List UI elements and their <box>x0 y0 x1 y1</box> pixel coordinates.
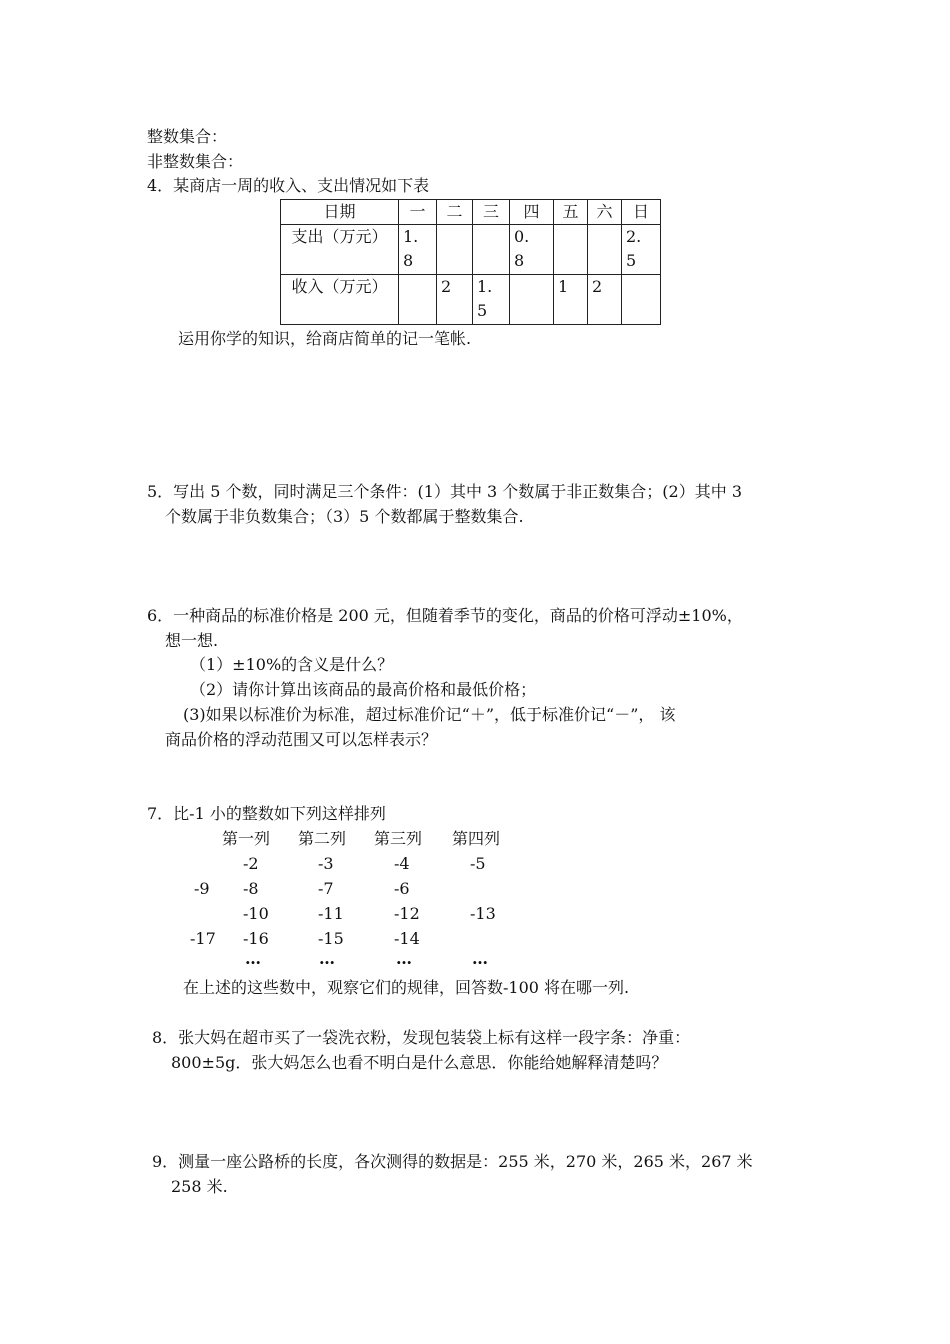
table-header-cell: 四 <box>510 200 554 225</box>
table-cell <box>510 275 554 325</box>
table-cell <box>588 225 622 275</box>
table-row <box>281 225 661 275</box>
q7-prompt: 7．比-1 小的整数如下列这样排列 <box>147 804 386 823</box>
cell-value: 1. 8 <box>403 227 419 270</box>
number-cell: -12 <box>394 904 420 923</box>
ellipsis-cell: … <box>396 949 412 968</box>
row-label: 收入（万元） <box>281 275 399 325</box>
number-cell: -13 <box>470 904 496 923</box>
q9-line1: 9．测量一座公路桥的长度，各次测得的数据是：255 米，270 米，265 米，267 米 <box>152 1152 753 1171</box>
cell-value: 2. 5 <box>626 227 642 270</box>
ellipsis-cell: … <box>245 949 261 968</box>
q6-line1: 6．一种商品的标准价格是 200 元，但随着季节的变化，商品的价格可浮动±10%， <box>147 606 743 625</box>
ellipsis-cell: … <box>472 949 488 968</box>
number-cell: -2 <box>243 854 259 873</box>
table-cell <box>437 225 473 275</box>
q6-line2: 想一想. <box>165 631 219 650</box>
table-cell <box>588 275 622 325</box>
q6-sub2: （2）请你计算出该商品的最高价格和最低价格； <box>190 680 537 699</box>
q8-line2: 800±5g．张大妈怎么也看不明白是什么意思．你能给她解释清楚吗？ <box>171 1053 668 1072</box>
cell-value: 1 <box>558 277 569 296</box>
column-header: 第二列 <box>298 829 347 848</box>
table-cell <box>622 225 661 275</box>
table-cell <box>554 225 588 275</box>
cell-value: 1. 5 <box>477 277 493 320</box>
q7-question: 在上述的这些数中，观察它们的规律，回答数-100 将在哪一列. <box>183 978 630 997</box>
table-cell <box>473 225 510 275</box>
table-cell <box>399 225 437 275</box>
ellipsis-cell: … <box>319 949 335 968</box>
number-cell: -10 <box>243 904 269 923</box>
number-cell: -5 <box>470 854 486 873</box>
table-header-cell: 二 <box>437 200 473 225</box>
number-cell: -14 <box>394 929 420 948</box>
cell-value: 2 <box>441 277 452 296</box>
table-header-cell: 五 <box>554 200 588 225</box>
table-cell <box>510 225 554 275</box>
cell-value: 2 <box>592 277 603 296</box>
q6-sub1: （1）±10%的含义是什么？ <box>190 655 394 674</box>
column-header: 第三列 <box>374 829 423 848</box>
number-cell: -8 <box>243 879 259 898</box>
number-cell: -9 <box>194 879 210 898</box>
number-cell: -11 <box>318 904 344 923</box>
q4-prompt: 4．某商店一周的收入、支出情况如下表 <box>147 176 430 195</box>
number-cell: -7 <box>318 879 334 898</box>
number-cell: -15 <box>318 929 344 948</box>
number-cell: -4 <box>394 854 410 873</box>
table-header-cell: 日 <box>622 200 661 225</box>
non-integer-set-label: 非整数集合： <box>147 152 244 171</box>
number-cell: -17 <box>190 929 216 948</box>
q5-line1: 5．写出 5 个数，同时满足三个条件：(1）其中 3 个数属于非正数集合；(2）其中 3 <box>147 482 742 501</box>
number-cell: -16 <box>243 929 269 948</box>
row-label: 支出（万元） <box>281 225 399 275</box>
table-cell <box>554 275 588 325</box>
table-header-row <box>281 200 661 225</box>
q6-sub3-line2: 商品价格的浮动范围又可以怎样表示？ <box>165 730 438 749</box>
table-header-cell: 日期 <box>281 200 399 225</box>
table-header-cell: 六 <box>588 200 622 225</box>
q8-line1: 8．张大妈在超市买了一袋洗衣粉，发现包装袋上标有这样一段字条：净重： <box>152 1028 691 1047</box>
cell-value: 0. 8 <box>514 227 530 270</box>
table-header-cell: 三 <box>473 200 510 225</box>
table-cell <box>473 275 510 325</box>
q6-sub3-line1: (3)如果以标准价为标准，超过标准价记“＋”，低于标准价记“－”， 该 <box>183 705 676 724</box>
q5-line2: 个数属于非负数集合；（3）5 个数都属于整数集合. <box>165 507 524 526</box>
column-header: 第四列 <box>452 829 501 848</box>
q4-task: 运用你学的知识，给商店简单的记一笔帐. <box>178 329 472 348</box>
income-expense-table <box>280 199 661 325</box>
number-cell: -3 <box>318 854 334 873</box>
integer-set-label: 整数集合： <box>147 127 228 146</box>
table-cell <box>399 275 437 325</box>
table-header-cell: 一 <box>399 200 437 225</box>
table-cell <box>622 275 661 325</box>
table-cell <box>437 275 473 325</box>
table-row <box>281 275 661 325</box>
column-header: 第一列 <box>222 829 271 848</box>
number-cell: -6 <box>394 879 410 898</box>
q9-line2: 258 米. <box>171 1177 228 1196</box>
